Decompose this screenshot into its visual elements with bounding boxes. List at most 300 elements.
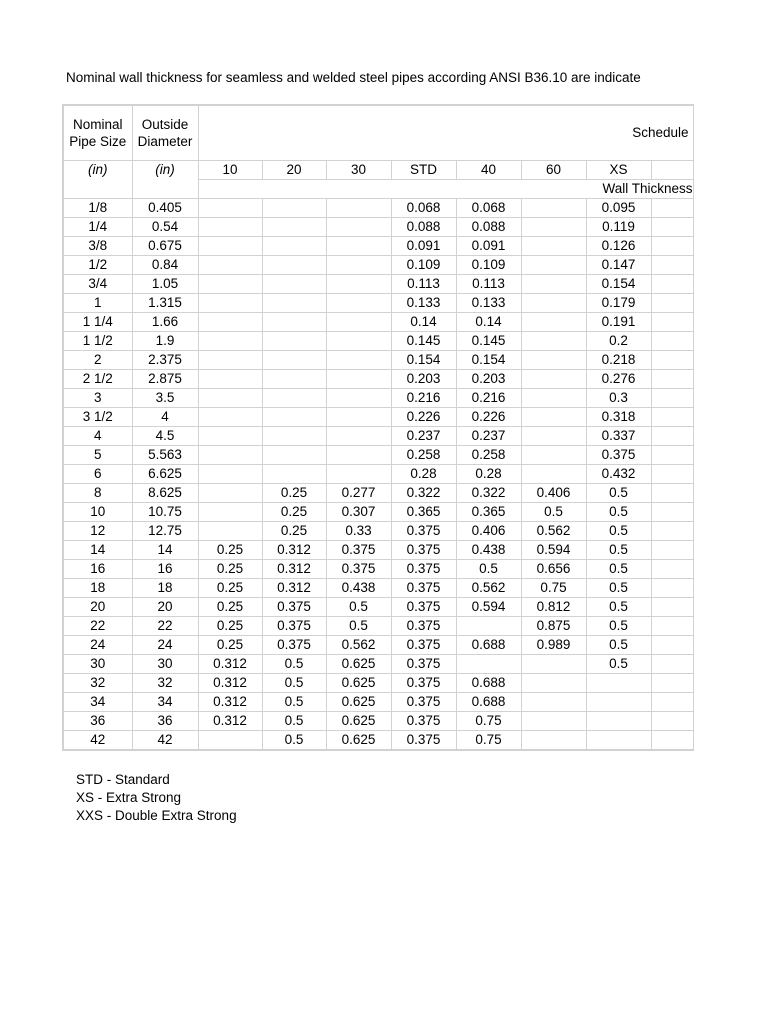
table-row bbox=[63, 731, 693, 751]
sch-40-cell: 0.133 bbox=[456, 294, 521, 313]
overflow-cell bbox=[651, 503, 693, 522]
sch-20-cell: 0.5 bbox=[262, 674, 326, 693]
nominal-size-cell: 3 bbox=[63, 389, 132, 408]
sch-xs-cell bbox=[586, 712, 651, 731]
schedule-header-30: 30 bbox=[326, 161, 391, 180]
sch-10-cell bbox=[198, 256, 262, 275]
sch-60-cell bbox=[521, 674, 586, 693]
sch-60-cell bbox=[521, 465, 586, 484]
outside-header-line2: Diameter bbox=[137, 134, 193, 149]
table-row bbox=[63, 218, 693, 237]
sch-10-cell bbox=[198, 522, 262, 541]
schedule-header-60: 60 bbox=[521, 161, 586, 180]
sch-20-cell bbox=[262, 218, 326, 237]
overflow-cell bbox=[651, 731, 693, 751]
sch-60-cell: 0.594 bbox=[521, 541, 586, 560]
table-row bbox=[63, 522, 693, 541]
wall-thickness-table bbox=[62, 104, 694, 751]
sch-20-cell: 0.5 bbox=[262, 731, 326, 751]
sch-30-cell bbox=[326, 218, 391, 237]
nominal-size-cell: 22 bbox=[63, 617, 132, 636]
sch-std-cell: 0.154 bbox=[391, 351, 456, 370]
nominal-unit: (in) bbox=[63, 161, 132, 199]
sch-20-cell: 0.25 bbox=[262, 484, 326, 503]
sch-std-cell: 0.322 bbox=[391, 484, 456, 503]
sch-xs-cell: 0.5 bbox=[586, 560, 651, 579]
overflow-cell bbox=[651, 237, 693, 256]
outside-diameter-cell: 1.9 bbox=[132, 332, 198, 351]
sch-30-cell bbox=[326, 275, 391, 294]
nominal-size-cell: 16 bbox=[63, 560, 132, 579]
sch-60-cell bbox=[521, 370, 586, 389]
nominal-size-cell: 3 1/2 bbox=[63, 408, 132, 427]
overflow-cell bbox=[651, 712, 693, 731]
sch-30-cell bbox=[326, 237, 391, 256]
sch-10-cell: 0.312 bbox=[198, 693, 262, 712]
header-row-titles bbox=[63, 105, 693, 161]
overflow-cell bbox=[651, 294, 693, 313]
sch-xs-cell: 0.5 bbox=[586, 617, 651, 636]
nominal-size-cell: 10 bbox=[63, 503, 132, 522]
sch-10-cell: 0.25 bbox=[198, 560, 262, 579]
sch-xs-cell bbox=[586, 693, 651, 712]
sch-xs-cell: 0.147 bbox=[586, 256, 651, 275]
nominal-size-cell: 1 1/4 bbox=[63, 313, 132, 332]
sch-std-cell: 0.145 bbox=[391, 332, 456, 351]
outside-diameter-cell: 2.875 bbox=[132, 370, 198, 389]
sch-20-cell: 0.312 bbox=[262, 560, 326, 579]
table-row bbox=[63, 313, 693, 332]
legend-std: STD - Standard bbox=[76, 772, 170, 787]
sch-20-cell bbox=[262, 446, 326, 465]
sch-20-cell: 0.5 bbox=[262, 655, 326, 674]
sch-40-cell: 0.406 bbox=[456, 522, 521, 541]
sch-10-cell: 0.25 bbox=[198, 598, 262, 617]
sch-40-cell: 0.5 bbox=[456, 560, 521, 579]
outside-diameter-cell: 24 bbox=[132, 636, 198, 655]
sch-20-cell bbox=[262, 313, 326, 332]
table-row bbox=[63, 351, 693, 370]
outside-diameter-cell: 10.75 bbox=[132, 503, 198, 522]
sch-std-cell: 0.203 bbox=[391, 370, 456, 389]
outside-diameter-cell: 2.375 bbox=[132, 351, 198, 370]
outside-diameter-cell: 5.563 bbox=[132, 446, 198, 465]
sch-20-cell bbox=[262, 370, 326, 389]
sch-60-cell bbox=[521, 427, 586, 446]
table-row bbox=[63, 389, 693, 408]
sch-std-cell: 0.375 bbox=[391, 579, 456, 598]
sch-60-cell bbox=[521, 294, 586, 313]
sch-xs-cell: 0.191 bbox=[586, 313, 651, 332]
overflow-cell bbox=[651, 579, 693, 598]
nominal-size-cell: 6 bbox=[63, 465, 132, 484]
sch-30-cell bbox=[326, 351, 391, 370]
overflow-cell bbox=[651, 408, 693, 427]
sch-40-cell: 0.145 bbox=[456, 332, 521, 351]
sch-20-cell: 0.312 bbox=[262, 579, 326, 598]
sch-10-cell bbox=[198, 503, 262, 522]
overflow-cell bbox=[651, 370, 693, 389]
sch-xs-cell: 0.5 bbox=[586, 522, 651, 541]
sch-xs-cell: 0.2 bbox=[586, 332, 651, 351]
sch-40-cell: 0.438 bbox=[456, 541, 521, 560]
sch-60-cell bbox=[521, 712, 586, 731]
sch-std-cell: 0.375 bbox=[391, 617, 456, 636]
outside-diameter-cell: 22 bbox=[132, 617, 198, 636]
sch-xs-cell: 0.095 bbox=[586, 199, 651, 218]
sch-20-cell bbox=[262, 275, 326, 294]
table-row bbox=[63, 370, 693, 389]
overflow-cell bbox=[651, 617, 693, 636]
nominal-size-cell: 32 bbox=[63, 674, 132, 693]
table-row bbox=[63, 199, 693, 218]
sch-std-cell: 0.088 bbox=[391, 218, 456, 237]
sch-20-cell bbox=[262, 351, 326, 370]
nominal-size-header bbox=[63, 105, 132, 161]
outside-header-line1: Outside bbox=[141, 117, 189, 132]
table-row bbox=[63, 655, 693, 674]
sch-std-cell: 0.113 bbox=[391, 275, 456, 294]
sch-std-cell: 0.375 bbox=[391, 598, 456, 617]
sch-10-cell bbox=[198, 237, 262, 256]
legend-xxs: XXS - Double Extra Strong bbox=[76, 808, 237, 823]
sch-10-cell: 0.312 bbox=[198, 674, 262, 693]
sch-40-cell bbox=[456, 617, 521, 636]
sch-30-cell: 0.277 bbox=[326, 484, 391, 503]
sch-40-cell: 0.203 bbox=[456, 370, 521, 389]
table-row bbox=[63, 294, 693, 313]
sch-xs-cell: 0.5 bbox=[586, 541, 651, 560]
sch-30-cell bbox=[326, 256, 391, 275]
sch-10-cell: 0.312 bbox=[198, 712, 262, 731]
sch-60-cell: 0.406 bbox=[521, 484, 586, 503]
outside-diameter-cell: 1.315 bbox=[132, 294, 198, 313]
sch-40-cell: 0.088 bbox=[456, 218, 521, 237]
sch-40-cell: 0.75 bbox=[456, 712, 521, 731]
sch-20-cell: 0.312 bbox=[262, 541, 326, 560]
table-row bbox=[63, 541, 693, 560]
sch-40-cell: 0.75 bbox=[456, 731, 521, 751]
overflow-cell bbox=[651, 560, 693, 579]
sch-40-cell: 0.237 bbox=[456, 427, 521, 446]
table-row bbox=[63, 503, 693, 522]
overflow-cell bbox=[651, 674, 693, 693]
sch-40-cell: 0.594 bbox=[456, 598, 521, 617]
sch-60-cell bbox=[521, 351, 586, 370]
sch-10-cell: 0.25 bbox=[198, 617, 262, 636]
sch-60-cell bbox=[521, 731, 586, 751]
overflow-cell bbox=[651, 256, 693, 275]
overflow-cell bbox=[651, 275, 693, 294]
outside-diameter-cell: 4.5 bbox=[132, 427, 198, 446]
sch-xs-cell: 0.5 bbox=[586, 655, 651, 674]
sch-20-cell: 0.25 bbox=[262, 522, 326, 541]
sch-60-cell bbox=[521, 199, 586, 218]
schedule-header-40: 40 bbox=[456, 161, 521, 180]
sch-xs-cell: 0.119 bbox=[586, 218, 651, 237]
sch-60-cell bbox=[521, 237, 586, 256]
outside-diameter-cell: 1.05 bbox=[132, 275, 198, 294]
sch-std-cell: 0.237 bbox=[391, 427, 456, 446]
table-row bbox=[63, 560, 693, 579]
sch-40-cell: 0.688 bbox=[456, 693, 521, 712]
sch-xs-cell: 0.5 bbox=[586, 579, 651, 598]
sch-60-cell: 0.75 bbox=[521, 579, 586, 598]
sch-40-cell: 0.365 bbox=[456, 503, 521, 522]
sch-xs-cell: 0.5 bbox=[586, 636, 651, 655]
table-row bbox=[63, 674, 693, 693]
sch-60-cell bbox=[521, 332, 586, 351]
sch-xs-cell: 0.218 bbox=[586, 351, 651, 370]
overflow-cell bbox=[651, 541, 693, 560]
outside-diameter-cell: 14 bbox=[132, 541, 198, 560]
sch-40-cell: 0.154 bbox=[456, 351, 521, 370]
table-row bbox=[63, 256, 693, 275]
nominal-size-cell: 14 bbox=[63, 541, 132, 560]
sch-std-cell: 0.375 bbox=[391, 560, 456, 579]
table-row bbox=[63, 446, 693, 465]
sch-10-cell bbox=[198, 370, 262, 389]
table-row bbox=[63, 408, 693, 427]
wall-thickness-table-container bbox=[62, 104, 693, 754]
nominal-size-cell: 30 bbox=[63, 655, 132, 674]
header-row-units bbox=[63, 161, 693, 180]
sch-60-cell: 0.656 bbox=[521, 560, 586, 579]
outside-diameter-cell: 0.405 bbox=[132, 199, 198, 218]
sch-std-cell: 0.375 bbox=[391, 674, 456, 693]
sch-xs-cell: 0.318 bbox=[586, 408, 651, 427]
overflow-cell bbox=[651, 218, 693, 237]
sch-30-cell: 0.33 bbox=[326, 522, 391, 541]
sch-10-cell bbox=[198, 351, 262, 370]
sch-60-cell bbox=[521, 275, 586, 294]
sch-30-cell bbox=[326, 332, 391, 351]
overflow-cell bbox=[651, 693, 693, 712]
outside-diameter-cell: 30 bbox=[132, 655, 198, 674]
sch-30-cell bbox=[326, 465, 391, 484]
sch-30-cell: 0.625 bbox=[326, 712, 391, 731]
sch-10-cell bbox=[198, 275, 262, 294]
sch-30-cell bbox=[326, 427, 391, 446]
table-row bbox=[63, 275, 693, 294]
nominal-size-cell: 3/4 bbox=[63, 275, 132, 294]
sch-xs-cell bbox=[586, 731, 651, 751]
sch-40-cell: 0.109 bbox=[456, 256, 521, 275]
outside-diameter-cell: 3.5 bbox=[132, 389, 198, 408]
table-row bbox=[63, 617, 693, 636]
overflow-cell bbox=[651, 636, 693, 655]
sch-30-cell bbox=[326, 446, 391, 465]
nominal-header-line2: Pipe Size bbox=[69, 134, 127, 149]
sch-40-cell: 0.113 bbox=[456, 275, 521, 294]
nominal-header-line1: Nominal bbox=[72, 117, 123, 132]
sch-10-cell bbox=[198, 389, 262, 408]
nominal-size-cell: 3/8 bbox=[63, 237, 132, 256]
sch-std-cell: 0.375 bbox=[391, 541, 456, 560]
sch-xs-cell: 0.432 bbox=[586, 465, 651, 484]
sch-40-cell: 0.14 bbox=[456, 313, 521, 332]
outside-unit: (in) bbox=[132, 161, 198, 199]
outside-diameter-cell: 6.625 bbox=[132, 465, 198, 484]
sch-xs-cell: 0.179 bbox=[586, 294, 651, 313]
table-row bbox=[63, 484, 693, 503]
nominal-size-cell: 4 bbox=[63, 427, 132, 446]
sch-40-cell: 0.562 bbox=[456, 579, 521, 598]
sch-std-cell: 0.365 bbox=[391, 503, 456, 522]
nominal-size-cell: 2 1/2 bbox=[63, 370, 132, 389]
sch-std-cell: 0.375 bbox=[391, 693, 456, 712]
table-row bbox=[63, 332, 693, 351]
sch-30-cell: 0.625 bbox=[326, 674, 391, 693]
overflow-cell bbox=[651, 389, 693, 408]
nominal-size-cell: 8 bbox=[63, 484, 132, 503]
sch-20-cell: 0.5 bbox=[262, 693, 326, 712]
sch-10-cell bbox=[198, 332, 262, 351]
sch-10-cell: 0.25 bbox=[198, 541, 262, 560]
sch-30-cell bbox=[326, 294, 391, 313]
schedule-title: Schedule bbox=[198, 105, 693, 161]
nominal-size-cell: 36 bbox=[63, 712, 132, 731]
table-row bbox=[63, 579, 693, 598]
overflow-cell bbox=[651, 446, 693, 465]
sch-10-cell bbox=[198, 465, 262, 484]
outside-diameter-cell: 20 bbox=[132, 598, 198, 617]
sch-std-cell: 0.109 bbox=[391, 256, 456, 275]
sch-30-cell bbox=[326, 389, 391, 408]
sch-10-cell bbox=[198, 218, 262, 237]
nominal-size-cell: 24 bbox=[63, 636, 132, 655]
outside-diameter-cell: 18 bbox=[132, 579, 198, 598]
outside-diameter-cell: 42 bbox=[132, 731, 198, 751]
sch-30-cell bbox=[326, 370, 391, 389]
sch-30-cell: 0.5 bbox=[326, 617, 391, 636]
legend bbox=[76, 771, 237, 825]
sch-xs-cell: 0.126 bbox=[586, 237, 651, 256]
outside-diameter-cell: 8.625 bbox=[132, 484, 198, 503]
sch-40-cell: 0.322 bbox=[456, 484, 521, 503]
sch-60-cell bbox=[521, 408, 586, 427]
sch-std-cell: 0.068 bbox=[391, 199, 456, 218]
sch-10-cell: 0.312 bbox=[198, 655, 262, 674]
sch-30-cell: 0.562 bbox=[326, 636, 391, 655]
schedule-header-20: 20 bbox=[262, 161, 326, 180]
sch-30-cell: 0.625 bbox=[326, 655, 391, 674]
sch-30-cell: 0.375 bbox=[326, 560, 391, 579]
sch-60-cell: 0.812 bbox=[521, 598, 586, 617]
sch-10-cell bbox=[198, 294, 262, 313]
sch-30-cell: 0.307 bbox=[326, 503, 391, 522]
wall-thickness-title: Wall Thickness bbox=[198, 180, 693, 199]
sch-20-cell: 0.5 bbox=[262, 712, 326, 731]
sch-60-cell bbox=[521, 218, 586, 237]
sch-30-cell: 0.625 bbox=[326, 731, 391, 751]
sch-xs-cell: 0.3 bbox=[586, 389, 651, 408]
sch-30-cell bbox=[326, 199, 391, 218]
table-body bbox=[63, 105, 693, 750]
overflow-cell bbox=[651, 427, 693, 446]
table-row bbox=[63, 598, 693, 617]
outside-diameter-cell: 1.66 bbox=[132, 313, 198, 332]
sch-40-cell bbox=[456, 655, 521, 674]
nominal-size-cell: 1/2 bbox=[63, 256, 132, 275]
nominal-size-cell: 34 bbox=[63, 693, 132, 712]
sch-40-cell: 0.28 bbox=[456, 465, 521, 484]
outside-diameter-cell: 0.84 bbox=[132, 256, 198, 275]
sch-60-cell: 0.5 bbox=[521, 503, 586, 522]
sch-std-cell: 0.226 bbox=[391, 408, 456, 427]
sch-10-cell bbox=[198, 313, 262, 332]
outside-diameter-cell: 36 bbox=[132, 712, 198, 731]
sch-std-cell: 0.28 bbox=[391, 465, 456, 484]
overflow-cell bbox=[651, 522, 693, 541]
overflow-cell bbox=[651, 655, 693, 674]
sch-10-cell: 0.25 bbox=[198, 579, 262, 598]
overflow-cell bbox=[651, 598, 693, 617]
sch-60-cell bbox=[521, 693, 586, 712]
sch-std-cell: 0.375 bbox=[391, 712, 456, 731]
table-row bbox=[63, 465, 693, 484]
sch-20-cell bbox=[262, 465, 326, 484]
nominal-size-cell: 12 bbox=[63, 522, 132, 541]
sch-std-cell: 0.375 bbox=[391, 636, 456, 655]
sch-20-cell bbox=[262, 199, 326, 218]
sch-10-cell bbox=[198, 199, 262, 218]
sch-10-cell: 0.25 bbox=[198, 636, 262, 655]
sch-40-cell: 0.258 bbox=[456, 446, 521, 465]
sch-30-cell: 0.375 bbox=[326, 541, 391, 560]
intro-text: Nominal wall thickness for seamless and welded steel pipes according ANSI B36.10 are indicate bbox=[66, 70, 641, 85]
outside-diameter-cell: 32 bbox=[132, 674, 198, 693]
table-row bbox=[63, 693, 693, 712]
sch-std-cell: 0.091 bbox=[391, 237, 456, 256]
sch-20-cell bbox=[262, 332, 326, 351]
sch-60-cell bbox=[521, 446, 586, 465]
nominal-size-cell: 5 bbox=[63, 446, 132, 465]
sch-xs-cell bbox=[586, 674, 651, 693]
sch-20-cell: 0.375 bbox=[262, 636, 326, 655]
sch-30-cell: 0.438 bbox=[326, 579, 391, 598]
sch-xs-cell: 0.154 bbox=[586, 275, 651, 294]
nominal-size-cell: 20 bbox=[63, 598, 132, 617]
outside-diameter-cell: 16 bbox=[132, 560, 198, 579]
sch-20-cell bbox=[262, 237, 326, 256]
sch-10-cell bbox=[198, 731, 262, 751]
sch-30-cell: 0.5 bbox=[326, 598, 391, 617]
sch-30-cell bbox=[326, 313, 391, 332]
sch-xs-cell: 0.5 bbox=[586, 598, 651, 617]
outside-diameter-cell: 4 bbox=[132, 408, 198, 427]
sch-30-cell bbox=[326, 408, 391, 427]
nominal-size-cell: 1/4 bbox=[63, 218, 132, 237]
sch-xs-cell: 0.337 bbox=[586, 427, 651, 446]
sch-20-cell: 0.375 bbox=[262, 617, 326, 636]
sch-40-cell: 0.216 bbox=[456, 389, 521, 408]
nominal-size-cell: 1 1/2 bbox=[63, 332, 132, 351]
sch-30-cell: 0.625 bbox=[326, 693, 391, 712]
overflow-cell bbox=[651, 313, 693, 332]
sch-60-cell bbox=[521, 313, 586, 332]
sch-40-cell: 0.688 bbox=[456, 636, 521, 655]
overflow-cell bbox=[651, 199, 693, 218]
overflow-cell bbox=[651, 484, 693, 503]
schedule-header-xs: XS bbox=[586, 161, 651, 180]
sch-std-cell: 0.258 bbox=[391, 446, 456, 465]
sch-10-cell bbox=[198, 408, 262, 427]
sch-std-cell: 0.133 bbox=[391, 294, 456, 313]
legend-xs: XS - Extra Strong bbox=[76, 790, 182, 805]
sch-std-cell: 0.216 bbox=[391, 389, 456, 408]
sch-std-cell: 0.375 bbox=[391, 731, 456, 751]
